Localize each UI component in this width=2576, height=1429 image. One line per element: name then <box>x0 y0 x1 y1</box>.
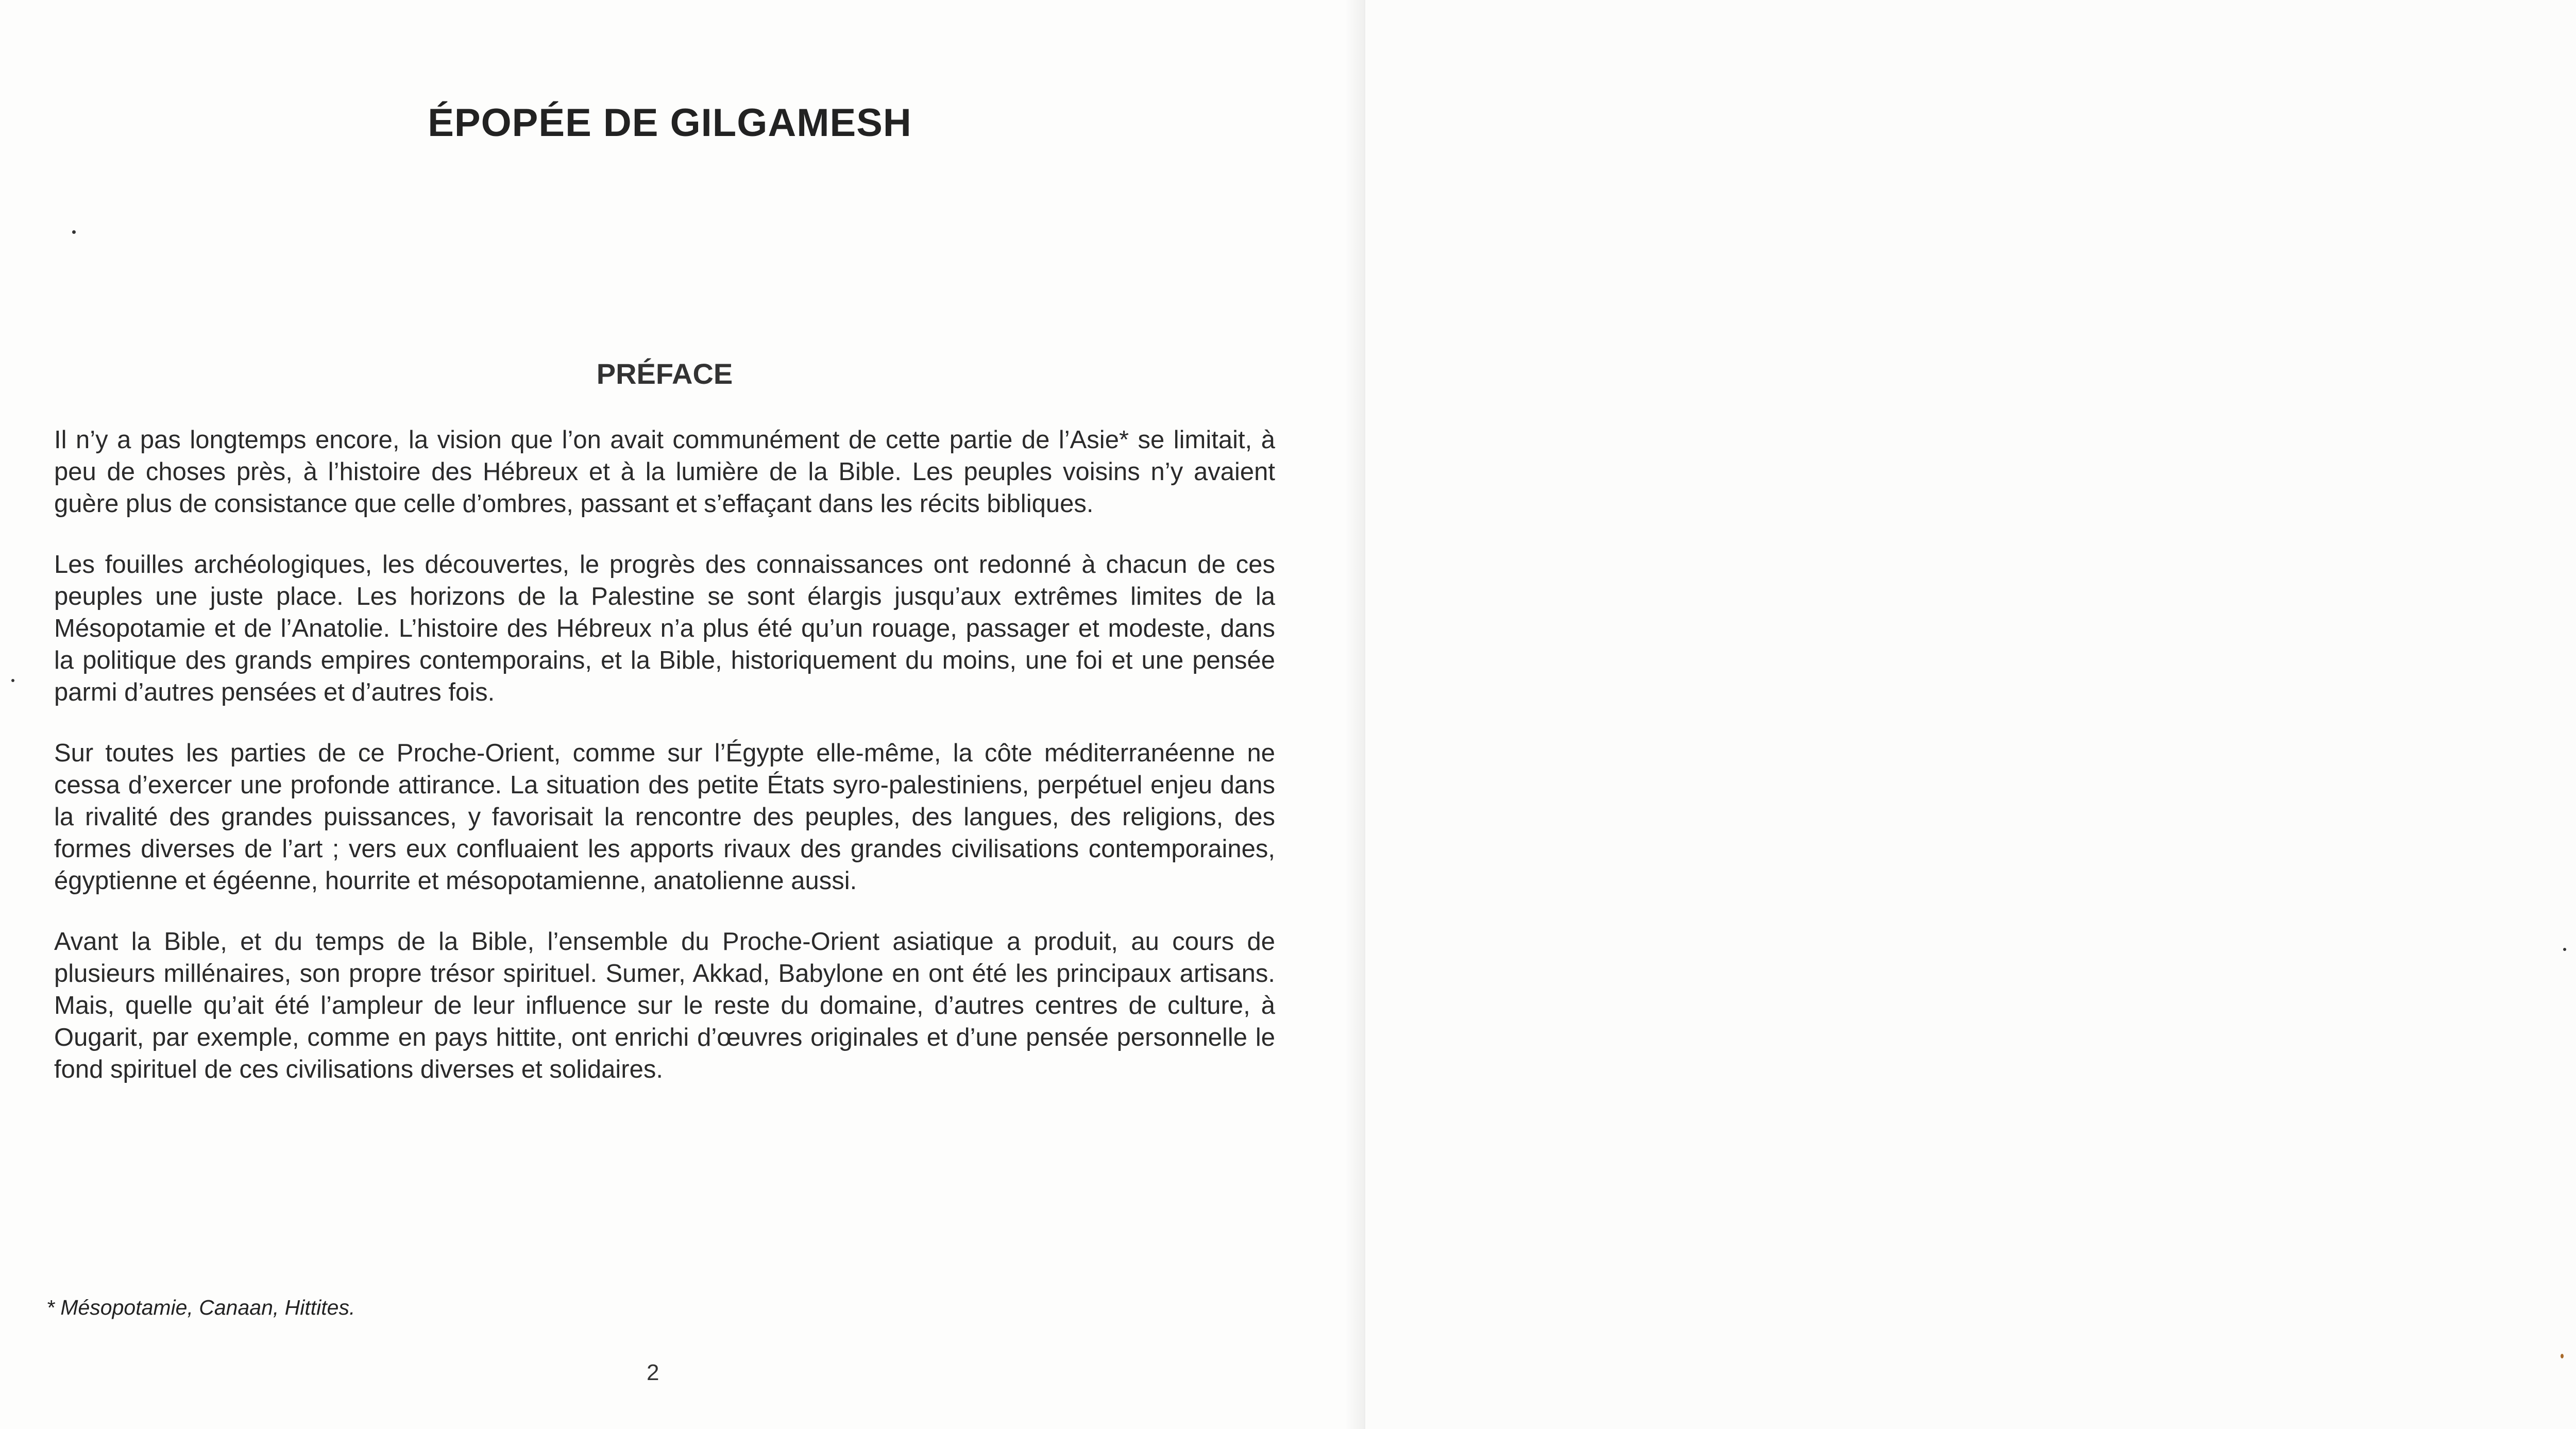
section-title: PRÉFACE <box>596 358 733 390</box>
paragraph: Sur toutes les parties de ce Proche-Orient, comme sur l’Égypte elle-même, la côte méditerranéenne ne cessa d’exercer une profonde attirance. La situation des petite États syro-palestiniens, perpétuel enjeu dans la rivalité des grandes puissances, y favorisait la rencontre des peuples, des langues, des religions, des formes diverses de l’art ; vers eux confluaient les apports rivaux des grandes civilisations contemporaines, égyptienne et égéenne, hourrite et mésopotamienne, anatolienne aussi. <box>54 739 1275 895</box>
print-speck <box>2563 948 2566 951</box>
print-speck <box>11 679 14 682</box>
page-number: 2 <box>647 1360 659 1385</box>
paragraph: Les fouilles archéologiques, les découvertes, le progrès des connaissances ont redonné à chacun de ces peuples une juste place. Les horizons de la Palestine se sont élargis jusqu’aux extrêmes limites de la Mésopotamie et de l’Anatolie. L’histoire des Hébreux n’a plus été qu’un rouage, passager et modeste, dans la politique des grands empires contemporains, et la Bible, historiquement du moins, une foi et une pensée parmi d’autres pensées et d’autres fois. <box>54 551 1275 706</box>
paragraph: Avant la Bible, et du temps de la Bible, l’ensemble du Proche-Orient asiatique a produit, au cours de plusieurs millénaires, son propre trésor spirituel. Sumer, Akkad, Babylone en ont été les principaux artisans. Mais, quelle qu’ait été l’ampleur de leur influence sur le reste du domaine, d’autres centres de culture, à Ougarit, par exemple, comme en pays hittite, ont enrichi d’œuvres originales et d’une pensée personnelle le fond spirituel de ces civilisations diverses et solidaires. <box>54 928 1275 1083</box>
print-speck <box>72 230 76 234</box>
print-speck <box>2561 1354 2564 1358</box>
paragraph: Il n’y a pas longtemps encore, la vision que l’on avait communément de cette partie de l’Asie* se limitait, à peu de choses près, à l’histoire des Hébreux et à la lumière de la Bible. Les peuples voisins n’y avaient guère plus de consistance que celle d’ombres, passant et s’effaçant dans les récits bibliques. <box>54 426 1275 518</box>
preface-body <box>54 424 1275 1085</box>
footnote: * Mésopotamie, Canaan, Hittites. <box>46 1296 355 1319</box>
page-title: ÉPOPÉE DE GILGAMESH <box>428 101 912 145</box>
right-page <box>1365 0 2576 1429</box>
